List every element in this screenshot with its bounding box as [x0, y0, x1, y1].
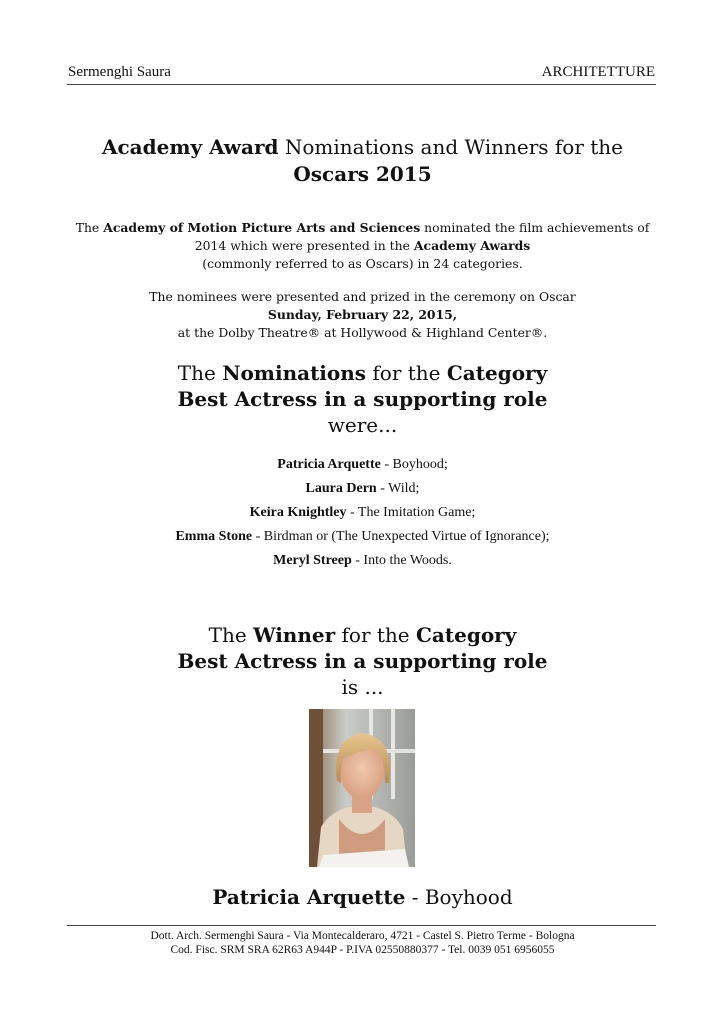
nominee-film: - Birdman or (The Unexpected Virtue of Ignorance);: [252, 529, 550, 544]
ceremony-venue: at the Dolby Theatre® at Hollywood & Highland Center®.: [177, 325, 548, 340]
nominee-film: - The Imitation Game;: [346, 505, 476, 520]
intro-awards: Academy Awards: [413, 238, 531, 253]
nominee-name: Laura Dern: [305, 481, 377, 496]
winner-heading: [0, 622, 725, 700]
title-bold: Academy Award: [101, 135, 279, 159]
intro-text: The: [75, 220, 104, 235]
heading-text: for the: [366, 361, 447, 385]
category-name: Best Actress in a supporting role: [177, 649, 548, 673]
nominations-heading: [0, 360, 725, 438]
nominee-name: Emma Stone: [175, 529, 253, 544]
page-header: [67, 62, 656, 85]
footer-tax-info: Cod. Fisc. SRM SRA 62R63 A944P - P.IVA 02550880377 - Tel. 0039 051 6956055: [170, 944, 555, 956]
winner-film: - Boyhood: [405, 885, 513, 909]
heading-nominations: Nominations: [222, 361, 367, 385]
intro-text: The nominees were presented and prized in the ceremony on Oscar: [149, 289, 576, 304]
nominee-film: - Wild;: [376, 481, 420, 496]
header-firm: ARCHITETTURE: [541, 64, 655, 80]
winner-portrait-image: [309, 709, 415, 867]
ceremony-date: Sunday, February 22, 2015,: [267, 307, 458, 322]
footer-divider: [67, 925, 656, 926]
winner-name: Patricia Arquette: [212, 885, 406, 909]
heading-is: is ...: [341, 675, 384, 699]
winner-announcement: [0, 885, 725, 909]
heading-text: for the: [335, 623, 416, 647]
list-item: [0, 477, 725, 501]
intro-text: (commonly referred to as Oscars) in 24 categories.: [202, 256, 523, 271]
heading-were: were...: [327, 413, 398, 437]
document-title: [0, 134, 725, 188]
nominees-list: [0, 453, 725, 573]
title-line2: Oscars 2015: [293, 162, 432, 186]
intro-paragraph-2: [0, 288, 725, 342]
winner-photo: [309, 709, 415, 867]
list-item: [0, 501, 725, 525]
heading-text: The: [208, 623, 254, 647]
list-item: [0, 453, 725, 477]
nominee-name: Keira Knightley: [249, 505, 347, 520]
heading-category: Category: [446, 361, 548, 385]
intro-academy: Academy of Motion Picture Arts and Sciences: [103, 220, 421, 235]
nominee-name: Meryl Streep: [273, 553, 352, 568]
header-author: Sermenghi Saura: [68, 64, 171, 80]
intro-text: 2014 which were presented in the: [194, 238, 414, 253]
nominee-name: Patricia Arquette: [277, 457, 381, 472]
heading-category: Category: [416, 623, 517, 647]
heading-text: The: [177, 361, 223, 385]
nominee-film: - Into the Woods.: [351, 553, 452, 568]
nominee-film: - Boyhood;: [380, 457, 448, 472]
page-footer: [0, 929, 725, 957]
footer-address: Dott. Arch. Sermenghi Saura - Via Montecalderaro, 4721 - Castel S. Pietro Terme - Bologna: [150, 930, 575, 942]
heading-winner: Winner: [253, 623, 336, 647]
title-rest: Nominations and Winners for the: [278, 135, 624, 159]
intro-paragraph-1: [0, 219, 725, 273]
list-item: [0, 525, 725, 549]
list-item: [0, 549, 725, 573]
category-name: Best Actress in a supporting role: [177, 387, 548, 411]
intro-text: nominated the film achievements of: [420, 220, 650, 235]
